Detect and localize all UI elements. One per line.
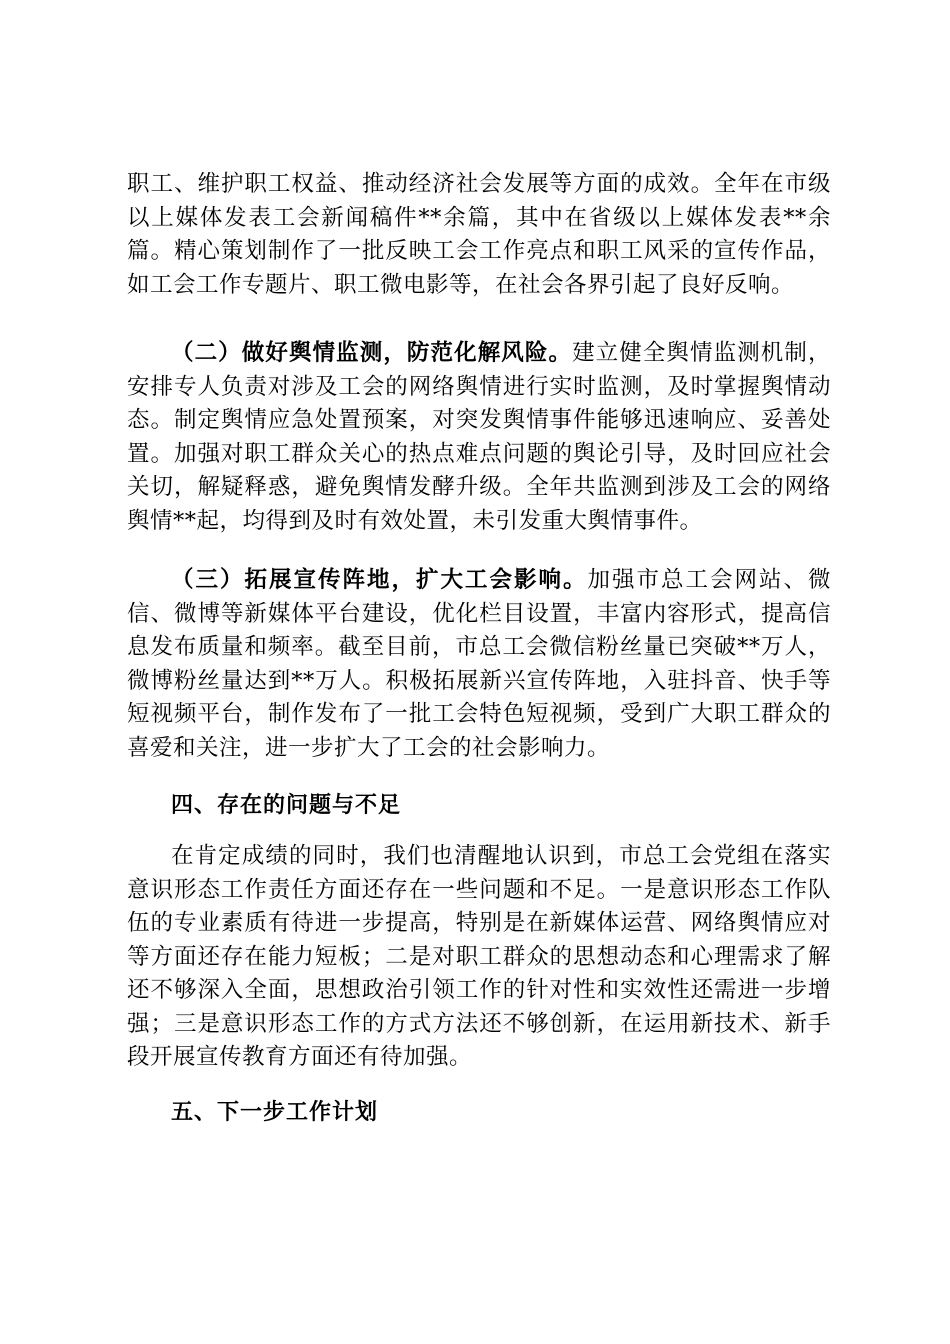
paragraph-expand-publicity-platforms xyxy=(127,564,831,765)
paragraph-lead-title: （二）做好舆情监测，防范化解风险。 xyxy=(171,340,573,366)
paragraph-publicity-results xyxy=(127,168,831,302)
paragraph-lead-title: （三）拓展宣传阵地，扩大工会影响。 xyxy=(171,567,588,593)
paragraph-body: 职工、维护职工权益、推动经济社会发展等方面的成效。全年在市级以上媒体发表工会新闻稿件**余篇，其中在省级以上媒体发表**余篇。精心策划制作了一批反映工会工作亮点和职工风采的宣传作品，如工会工作专题片、职工微电影等，在社会各界引起了良好反响。 xyxy=(127,171,831,298)
paragraph-problems-shortcomings xyxy=(127,840,831,1075)
section-heading-next-steps: 五、下一步工作计划 xyxy=(171,1100,379,1125)
paragraph-body: 建立健全舆情监测机制，安排专人负责对涉及工会的网络舆情进行实时监测，及时掌握舆情动态。制定舆情应急处置预案，对突发舆情事件能够迅速响应、妥善处置。加强对职工群众关心的热点难点问题的舆论引导，及时回应社会关切，解疑释惑，避免舆情发酵升级。全年共监测到涉及工会的网络舆情**起，均得到及时有效处置，未引发重大舆情事件。 xyxy=(127,340,831,534)
paragraph-public-opinion-monitoring xyxy=(127,337,831,538)
section-heading-problems: 四、存在的问题与不足 xyxy=(171,793,402,818)
paragraph-body: 在肯定成绩的同时，我们也清醒地认识到，市总工会党组在落实意识形态工作责任方面还存在一些问题和不足。一是意识形态工作队伍的专业素质有待进一步提高，特别是在新媒体运营、网络舆情应对等方面还存在能力短板；二是对职工群众的思想动态和心理需求了解还不够深入全面，思想政治引领工作的针对性和实效性还需进一步增强；三是意识形态工作的方式方法还不够创新，在运用新技术、新手段开展宣传教育方面还有待加强。 xyxy=(127,843,831,1070)
paragraph-body: 加强市总工会网站、微信、微博等新媒体平台建设，优化栏目设置，丰富内容形式，提高信息发布质量和频率。截至目前，市总工会微信粉丝量已突破**万人，微博粉丝量达到**万人。积极拓展新兴宣传阵地，入驻抖音、快手等短视频平台，制作发布了一批工会特色短视频，受到广大职工群众的喜爱和关注，进一步扩大了工会的社会影响力。 xyxy=(127,567,831,761)
